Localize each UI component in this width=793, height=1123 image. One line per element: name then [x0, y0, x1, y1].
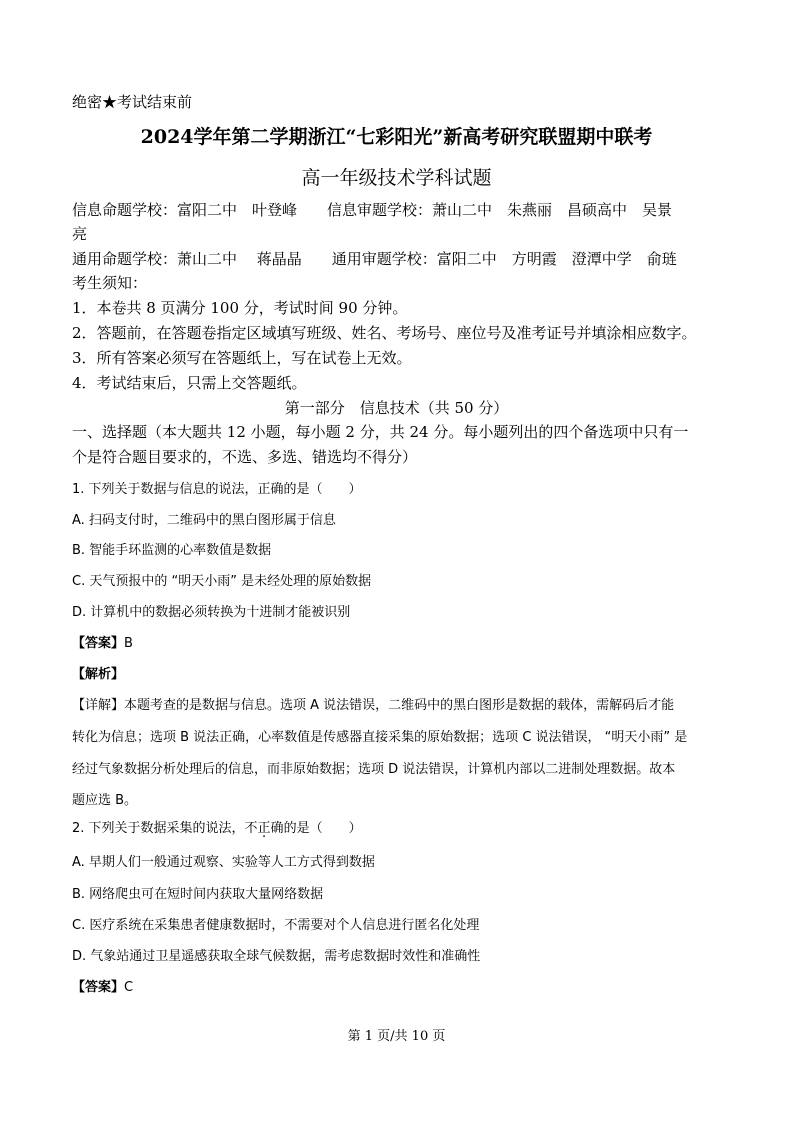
question-1-detail: 【详解】本题考查的是数据与信息。选项 A 说法错误，二维码中的黑白图形是数据的载体，需解码后才能 [72, 698, 675, 713]
question-2-option-a: A. 早期人们一般通过观察、实验等人工方式得到数据 [72, 855, 375, 870]
info-authors-line-continued: 亮 [72, 225, 88, 243]
question-1-answer [72, 632, 133, 651]
general-authors-line: 通用命题学校：萧山二中 蒋晶晶 通用审题学校：富阳二中 方明霞 澄潭中学 俞琏 [72, 250, 677, 268]
stem-text: 2. 下列关于数据采集的说法， [72, 821, 245, 836]
section-intro: 一、选择题（本大题共 12 小题，每小题 2 分，共 24 分。每小题列出的四个备选项中只有一 [72, 423, 689, 441]
question-2-option-b: B. 网络爬虫可在短时间内获取大量网络数据 [72, 887, 324, 902]
notice-item: 4．考试结束后，只需上交答题纸。 [72, 374, 307, 392]
page-number: 第 1 页/共 10 页 [347, 1029, 446, 1044]
confidential-note: 绝密★考试结束前 [72, 93, 193, 111]
answer-label: 【答案】 [72, 636, 125, 651]
question-1-stem: 1. 下列关于数据与信息的说法，正确的是（ ） [72, 482, 362, 497]
question-1-detail: 题应选 B。 [72, 793, 138, 808]
question-1-detail: 经过气象数据分析处理后的信息，而非原始数据；选项 D 说法错误，计算机内部以二进制处理数据。故本 [72, 762, 676, 777]
question-1-option-c: C. 天气预报中的 “明天小雨” 是未经处理的原始数据 [72, 574, 372, 589]
question-1-option-a: A. 扫码支付时，二维码中的黑白图形属于信息 [72, 513, 336, 528]
info-authors-line: 信息命题学校：富阳二中 叶登峰 信息审题学校：萧山二中 朱燕丽 昌硕高中 吴景 [72, 201, 673, 219]
question-1-analysis-label: 【解析】 [72, 667, 125, 682]
notice-item: 1．本卷共 8 页满分 100 分，考试时间 90 分钟。 [72, 299, 408, 317]
question-2-option-c: C. 医疗系统在采集患者健康数据时，不需要对个人信息进行匿名化处理 [72, 918, 480, 933]
stem-text: 的是（ ） [283, 821, 362, 836]
section-title: 第一部分 信息技术（共 50 分） [284, 399, 509, 417]
question-1-option-d: D. 计算机中的数据必须转换为十进制才能被识别 [72, 605, 351, 620]
answer-value: B [124, 636, 133, 651]
notice-item: 3．所有答案必须写在答题纸上，写在试卷上无效。 [72, 349, 412, 367]
answer-value: C [124, 980, 134, 995]
answer-label: 【答案】 [72, 980, 125, 995]
question-1-detail: 转化为信息；选项 B 说法正确，心率数值是传感器直接采集的原始数据；选项 C 说法错误， “明天小雨” 是 [72, 730, 688, 745]
section-intro-continued: 个是符合题目要求的，不选、多选、错选均不得分） [72, 448, 418, 466]
question-2-stem [72, 817, 362, 836]
exam-title: 2024学年第二学期浙江“七彩阳光”新高考研究联盟期中联考 [140, 126, 653, 148]
question-2-option-d: D. 气象站通过卫星遥感获取全球气候数据，需考虑数据时效性和准确性 [72, 949, 481, 964]
stem-emphasis: 不正确 [244, 821, 284, 836]
question-2-answer [72, 976, 133, 995]
exam-subtitle: 高一年级技术学科试题 [301, 167, 492, 189]
notice-item: 2．答题前，在答题卷指定区域填写班级、姓名、考场号、座位号及准考证号并填涂相应数字。 [72, 324, 697, 342]
question-1-option-b: B. 智能手环监测的心率数值是数据 [72, 543, 272, 558]
notice-heading: 考生须知： [72, 274, 148, 292]
